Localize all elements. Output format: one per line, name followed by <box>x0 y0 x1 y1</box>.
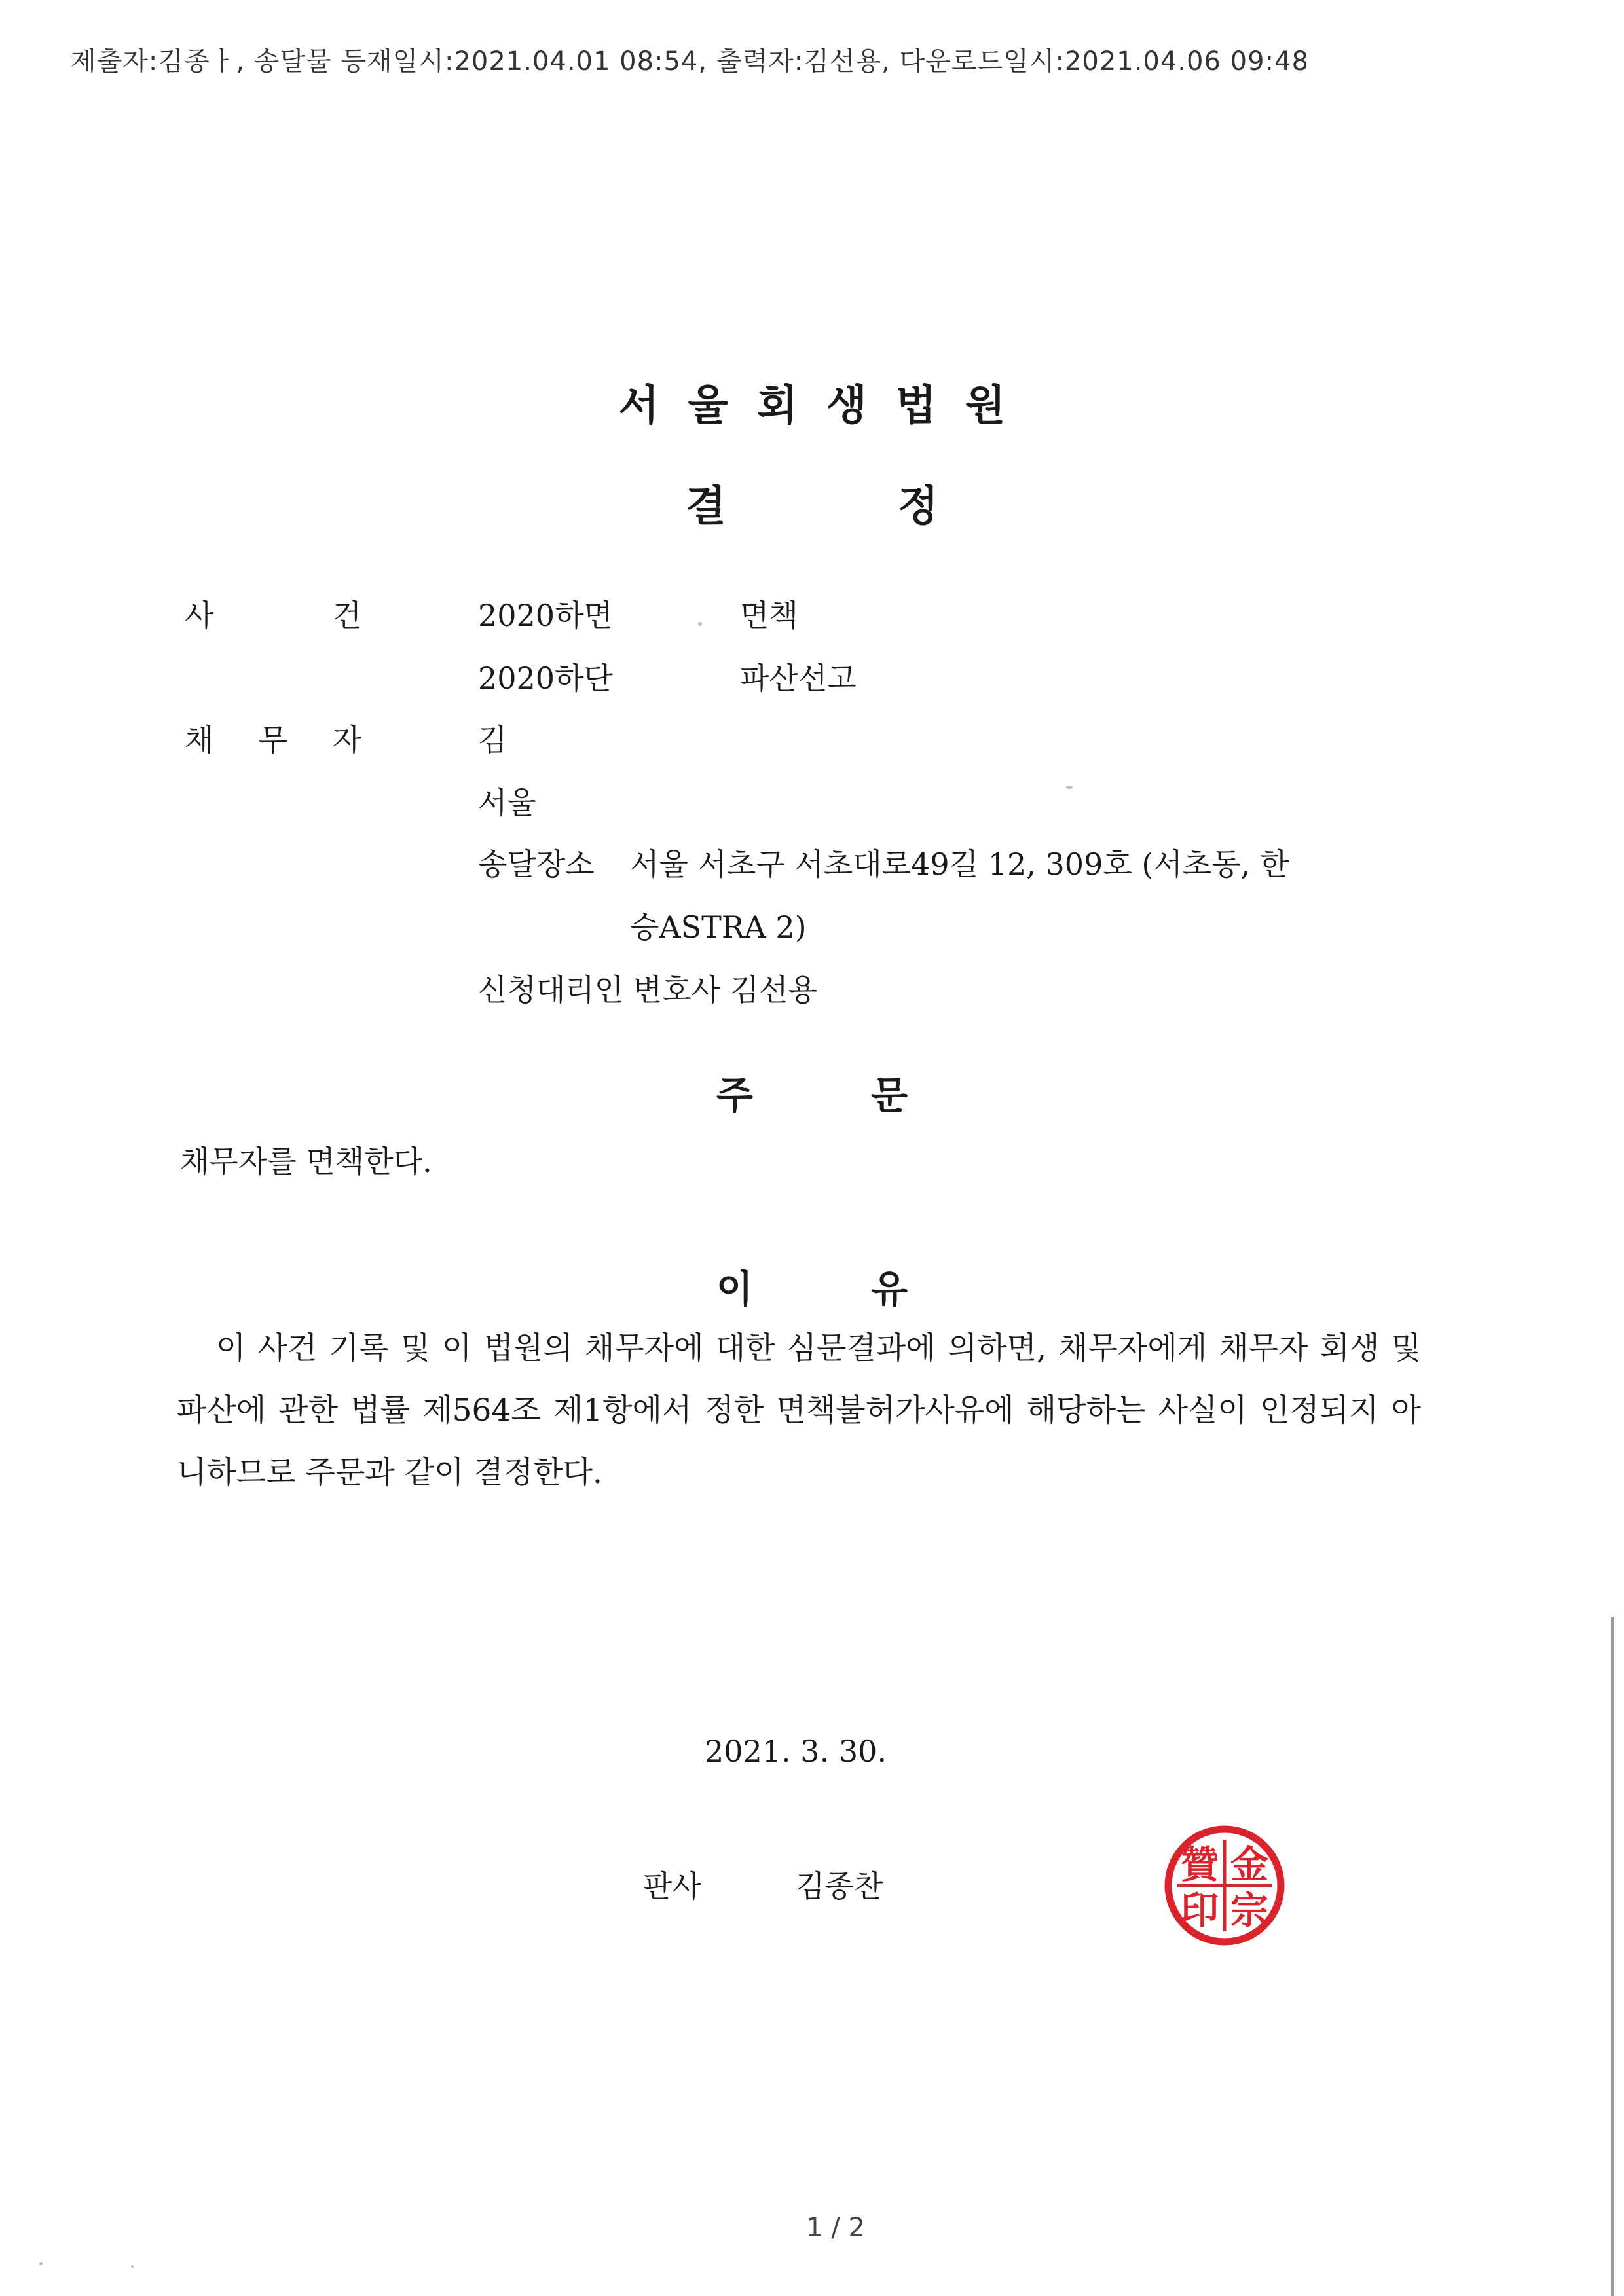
case-type-1: 면책 <box>740 598 798 633</box>
case-label-text: 사 건 <box>185 598 361 633</box>
scan-speck <box>39 2262 43 2265</box>
delivery-label: 송달장소 <box>478 847 595 882</box>
document-header: 제출자:김종ㅏ, 송달물 등재일시:2021.04.01 08:54, 출력자:김선용, 다운로드일시:2021.04.06 09:48 <box>71 46 1309 77</box>
debtor-name: 김 <box>478 722 507 757</box>
scan-speck <box>1066 786 1073 789</box>
scan-speck <box>698 622 702 626</box>
reason-text: 이 사건 기록 및 이 법원의 채무자에 대한 심문결과에 의하면, 채무자에게 채무자 회생 및 파산에 관한 법률 제564조 제1항에서 정한 면책불허가사유에 해당하는 사실이 인정되지 아니하므로 주문과 같이 결정한다. <box>177 1330 1421 1491</box>
case-number-1: 2020하면 <box>478 598 613 633</box>
scan-speck <box>131 2265 134 2268</box>
case-label <box>185 592 361 635</box>
judge-title: 판사 <box>643 1868 701 1904</box>
seal-char-4: 印 <box>1180 1888 1219 1933</box>
debtor-address: 서울 <box>478 785 536 820</box>
delivery-address-line2: 승ASTRA 2) <box>630 909 807 945</box>
seal-char-3: 贊 <box>1180 1842 1219 1887</box>
scan-edge-line <box>1611 1617 1614 2296</box>
seal-char-2: 宗 <box>1230 1888 1269 1933</box>
page-number: 1 / 2 <box>806 2213 865 2243</box>
seal-char-1: 金 <box>1230 1842 1269 1887</box>
order-title: 주 문 <box>716 1073 908 1118</box>
delivery-address-line1: 서울 서초구 서초대로49길 12, 309호 (서초동, 한 <box>630 847 1289 882</box>
debtor-label-text: 채 무 자 <box>185 722 361 757</box>
applicant-agent: 신청대리인 변호사 김선용 <box>478 972 818 1008</box>
order-text: 채무자를 면책한다. <box>180 1144 432 1179</box>
case-type-2: 파산선고 <box>740 661 857 696</box>
court-name: 서울회생법원 <box>618 382 1035 430</box>
decision-date: 2021. 3. 30. <box>705 1734 887 1769</box>
document-title: 결 정 <box>686 483 938 531</box>
reason-title: 이 유 <box>716 1267 908 1311</box>
case-number-2: 2020하단 <box>478 661 613 696</box>
judge-name: 김종찬 <box>796 1868 883 1904</box>
judge-seal-stamp <box>1159 1820 1290 1951</box>
debtor-label <box>185 716 361 759</box>
